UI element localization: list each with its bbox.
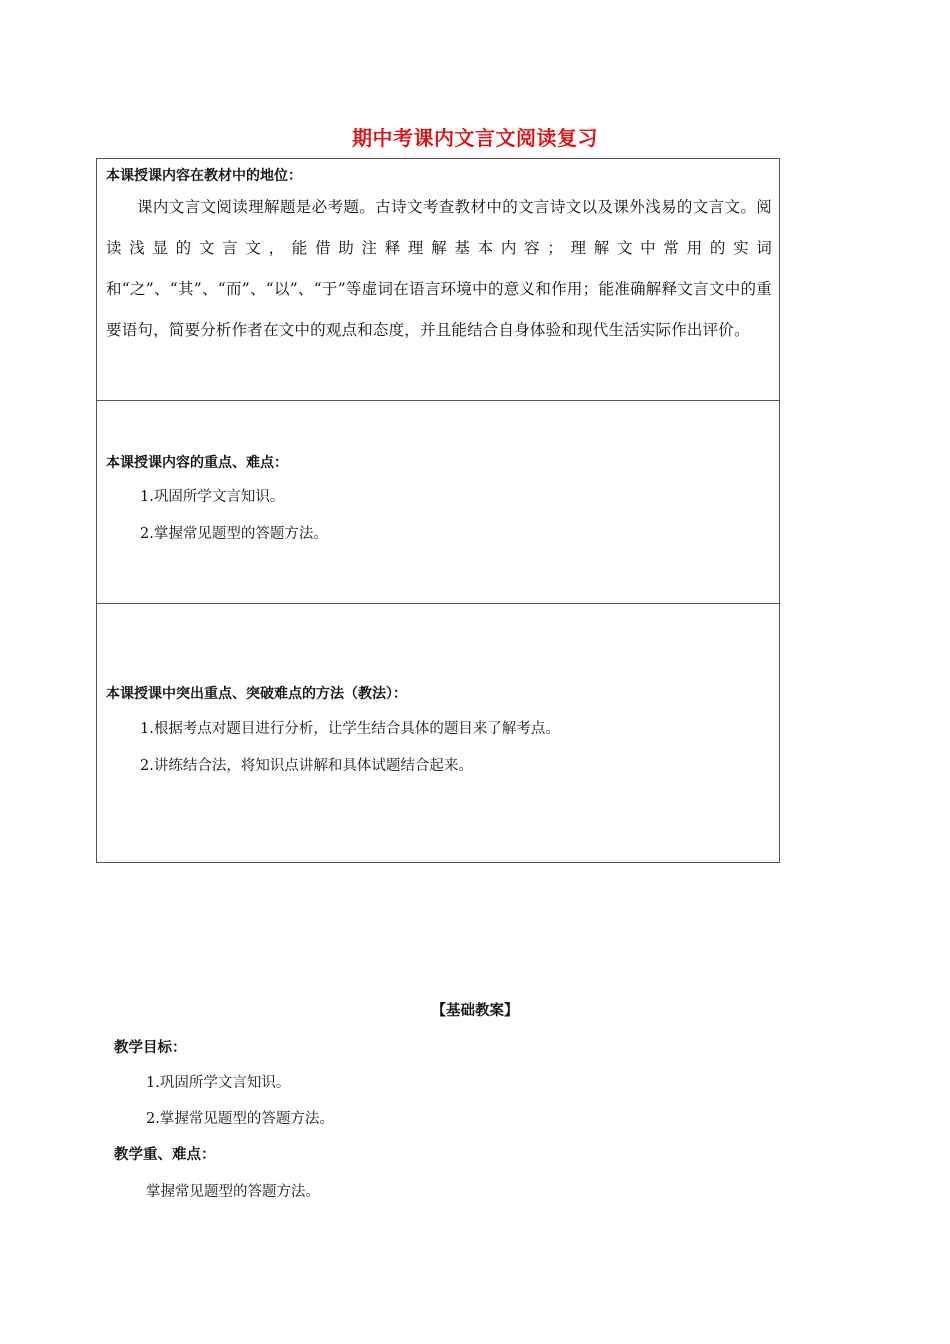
goals-label: 教学目标： <box>114 1040 187 1056</box>
page-title: 期中考课内文言文阅读复习 <box>352 126 598 150</box>
goal-item: 1.巩固所学文言知识。 <box>146 1075 291 1091</box>
key-difficulty-label: 教学重、难点： <box>114 1147 216 1163</box>
key-point-item: 1.巩固所学文言知识。 <box>140 489 285 505</box>
position-paragraph: 课内文言文阅读理解题是必考题。古诗文考查教材中的文言诗文以及课外浅易的文言文。阅读浅显的文言文，能借助注释理解基本内容；理解文中常用的实词和“之”、“其”、“而”、“以”、“于”等虚词在语言环境中的意义和作用；能准确解释文言文中的重要语句，简要分析作者在文中的观点和态度，并且能结合自身体验和现代生活实际作出评价。 <box>106 198 772 339</box>
goal-item: 2.掌握常见题型的答题方法。 <box>146 1111 334 1127</box>
methods-section <box>96 603 780 863</box>
position-section <box>96 158 780 401</box>
key-points-heading: 本课授课内容的重点、难点： <box>106 455 288 471</box>
basic-plan-title: 【基础教案】 <box>431 1003 519 1019</box>
key-point-item: 2.掌握常见题型的答题方法。 <box>140 526 328 542</box>
method-item: 1.根据考点对题目进行分析，让学生结合具体的题目来了解考点。 <box>140 721 560 737</box>
key-difficulty-text: 掌握常见题型的答题方法。 <box>146 1184 320 1200</box>
methods-heading: 本课授课中突出重点、突破难点的方法（教法）： <box>106 686 407 702</box>
position-heading: 本课授课内容在教材中的地位： <box>106 168 302 184</box>
key-points-section <box>96 400 780 604</box>
method-item: 2.讲练结合法，将知识点讲解和具体试题结合起来。 <box>140 758 473 774</box>
